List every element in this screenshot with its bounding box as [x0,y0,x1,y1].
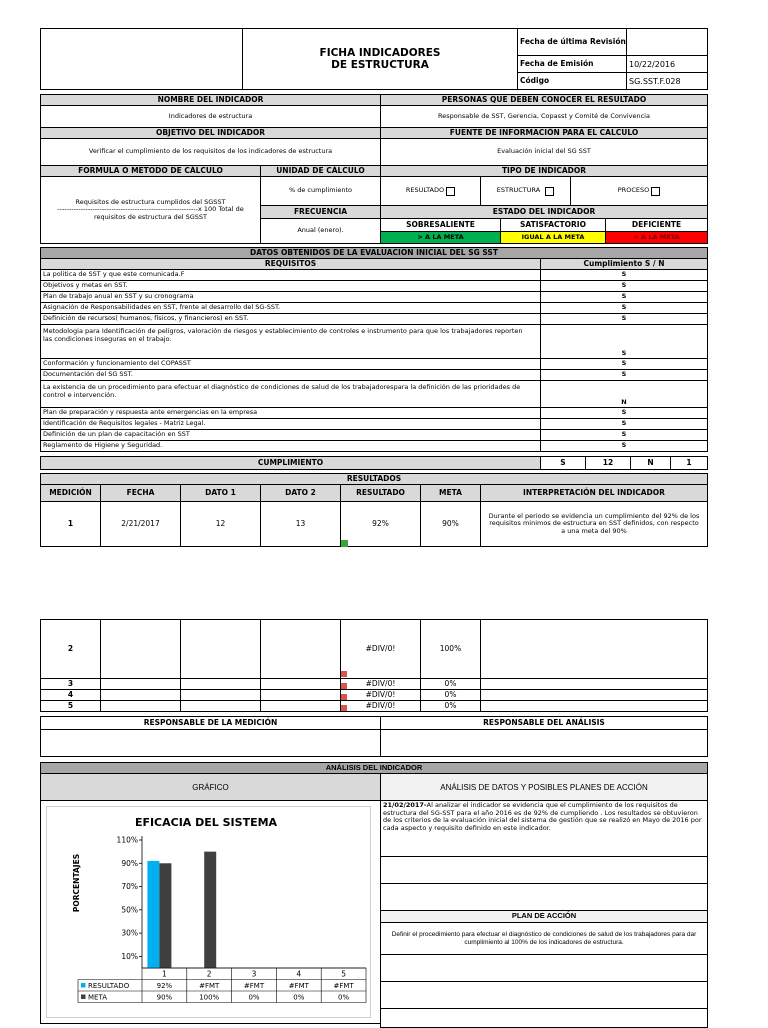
data-label: 0% [338,993,350,1002]
header-title-line2: DE ESTRUCTURA [331,59,429,71]
x-tick-label: 2 [206,969,212,979]
state-value-green: > A LA META [380,231,501,244]
row5-interpretacion [480,700,708,712]
analysis-text-cell [380,800,708,857]
data-label: #FMT [199,982,220,990]
req-row: Documentación del SG SST. [40,369,541,381]
data-label: 0% [248,993,260,1002]
state-value-red: < A LA META [605,231,708,244]
s-label: S [540,456,586,470]
state-label: ESTADO DEL INDICADOR [380,205,708,219]
col-dato1: DATO 1 [180,484,261,502]
row1-dato1: 12 [180,501,261,547]
legend-swatch-resultado [81,983,86,988]
row2-fecha [100,619,181,679]
frequency-label: FRECUENCIA [260,205,381,219]
req-row: La existencia de un procedimiento para efectuar el diagnóstico de condiciones de salud de los trabajadorespara la definición de las prioridades de control e intervención. [40,380,541,408]
row4-resultado: #DIV/0! [340,689,421,701]
state-col-deficiente: DEFICIENTE [605,218,708,232]
row3-medicion: 3 [40,678,101,690]
type-option-estructura[interactable] [480,176,571,206]
type-option-proceso[interactable] [570,176,708,206]
row5-medicion: 5 [40,700,101,712]
row5-meta: 0% [420,700,481,712]
y-tick-label: 70% [121,882,138,892]
responsible-measurement-value[interactable] [40,729,381,757]
row1-status-marker [341,540,348,547]
cumplimiento-total-label: CUMPLIMIENTO [40,456,541,470]
row3-resultado: #DIV/0! [340,678,421,690]
row5-status-marker [341,705,347,711]
y-tick-label: 90% [121,858,138,868]
s-count: 12 [585,456,631,470]
req-row: Definición de recursos( humanos, físicos, y financieros) en SST. [40,313,541,325]
col-resultado: RESULTADO [340,484,421,502]
plans-label: ANÁLISIS DE DATOS Y POSIBLES PLANES DE ACCIÓN [380,773,708,801]
req-value: S [540,440,708,452]
col-fecha: FECHA [100,484,181,502]
req-value: S [540,313,708,325]
indicator-name-label: NOMBRE DEL INDICADOR [40,94,381,106]
type-label: TIPO DE INDICADOR [380,165,708,177]
req-row: Asignación de Responsabilidades en SST, frente al desarrollo del SG-SST. [40,302,541,314]
frequency-value: Anual (enero). [260,218,381,244]
col-interpretacion: INTERPRETACIÓN DEL INDICADOR [480,484,708,502]
responsible-analysis-value[interactable] [380,729,708,757]
unit-label: UNIDAD DE CÁLCULO [260,165,381,177]
n-count: 1 [670,456,708,470]
req-value: N [540,380,708,408]
type-option-resultado[interactable] [380,176,481,206]
formula-label: FORMULA O METODO DE CÁLCULO [40,165,261,177]
analysis-title: ANÁLISIS DEL INDICADOR [40,762,708,774]
y-tick-label: 30% [121,928,138,938]
state-col-satisfactorio: SATISFACTORIO [500,218,606,232]
row2-dato2 [260,619,341,679]
row2-dato1 [180,619,261,679]
objective-label: OBJETIVO DEL INDICADOR [40,127,381,139]
req-row: Definición de un plan de capacitación en SST [40,429,541,441]
req-value: S [540,291,708,303]
code-value: SG.SST.F.028 [626,72,708,90]
y-tick-label: 110% [116,835,138,845]
data-label: 100% [199,993,220,1002]
results-title: RESULTADOS [40,473,708,485]
legend-label-meta: META [88,993,107,1002]
row3-meta: 0% [420,678,481,690]
req-value: S [540,269,708,281]
state-col-sobresaliente: SOBRESALIENTE [380,218,501,232]
source-value: Evaluación inicial del SG SST [380,138,708,166]
req-value: S [540,418,708,430]
chart-ylabel: PORCENTAJES [71,853,81,913]
data-label: 90% [156,993,173,1002]
evaluation-title: DATOS OBTENIDOS DE LA EVALUACION INICIAL DEL SG SST [40,247,708,259]
row5-resultado: #DIV/0! [340,700,421,712]
data-label: #FMT [243,982,265,990]
indicator-name-value: Indicadores de estructura [40,105,381,128]
req-row: Identificación de Requisitos legales - Matriz Legal. [40,418,541,430]
emission-date-value: 10/22/2016 [626,55,708,73]
req-row: Plan de trabajo anual en SST y su cronograma [40,291,541,303]
people-value: Responsable de SST, Gerencia, Copasst y Comité de Convivencia [380,105,708,128]
requisitos-header: REQUISITOS [40,258,541,270]
y-tick-label: 50% [121,905,138,915]
last-revision-value [626,28,708,56]
formula-line3: requisitos de estructura del SGSST [93,212,207,221]
bar-resultado-1 [147,861,159,968]
last-revision-label: Fecha de última Revisión [517,28,627,56]
emission-date-label: Fecha de Emisión [517,55,627,73]
resultado-checkbox[interactable] [446,187,455,196]
chart-title: EFICACIA DEL SISTEMA [134,815,278,829]
responsible-measurement-label: RESPONSABLE DE LA MEDICIÓN [40,716,381,730]
x-tick-label: 1 [162,969,167,979]
row2-resultado: #DIV/0! [340,619,421,679]
legend-swatch-meta [81,995,86,1000]
graph-label: GRÁFICO [40,773,381,801]
row1-medicion: 1 [40,501,101,547]
req-value: S [540,302,708,314]
type-resultado-label: RESULTADO [405,186,445,195]
analysis-blank-row-1[interactable] [380,856,708,884]
row4-meta: 0% [420,689,481,701]
source-label: FUENTE DE INFORMACIÓN PARA EL CALCULO [380,127,708,139]
row2-interpretacion [480,619,708,679]
y-tick-label: 10% [121,951,138,961]
x-tick-label: 3 [251,969,257,979]
estructura-checkbox[interactable] [545,187,554,196]
data-label: 0% [293,993,305,1002]
row1-resultado: 92% [340,501,421,547]
analysis-blank-row-2[interactable] [380,883,708,911]
analysis-text: Al analizar el indicador se evidencia que el cumplimiento de los requisitos de estructura del SG-SST para el año 2016 es de 92% de cumpliendo . Los resultados se obtuvieron de los criterios de la evaluación inicial del sistema de gestión que se realizó en Mayo de 2016 por cada aspecto y requisito definido en este indicador. [383,801,702,832]
row2-meta: 100% [420,619,481,679]
data-label: #FMT [333,982,354,990]
header-title [242,28,518,90]
people-label: PERSONAS QUE DEBEN CONOCER EL RESULTADO [380,94,708,106]
n-label: N [630,456,671,470]
bar-chart [46,806,371,1018]
row5-dato1 [180,700,261,712]
req-row: Conformación y funcionamiento del COPASST [40,358,541,370]
code-label: Código [517,72,627,90]
col-meta: META [420,484,481,502]
unit-value: % de cumplimiento [260,176,381,206]
req-value: S [540,407,708,419]
row2-status-marker [341,671,347,677]
header-title-line1: FICHA INDICADORES [319,47,441,59]
data-label: 92% [156,982,173,990]
row1-dato2: 13 [260,501,341,547]
action-blank-row-3[interactable] [380,1008,708,1028]
row5-dato2 [260,700,341,712]
state-value-yellow: IGUAL A LA META [500,231,606,244]
col-dato2: DATO 2 [260,484,341,502]
formula-line1: Requisitos de estructura cumplidos del SGSST [75,197,226,206]
col-medicion: MEDICIÓN [40,484,101,502]
row4-medicion: 4 [40,689,101,701]
action-plan-label: PLAN DE ACCIÓN [380,910,708,923]
req-row: Reglamento de Higiene y Seguridad. [40,440,541,452]
x-tick-label: 4 [296,969,302,979]
req-value: S [540,429,708,441]
x-tick-label: 5 [341,969,346,979]
req-value: S [540,280,708,292]
formula-value [40,176,261,244]
req-row: La politica de SST y que este comunicada.F [40,269,541,281]
req-value: S [540,358,708,370]
analysis-date: 21/02/2017- [383,801,427,809]
row1-interpretacion: Durante el periodo se evidencia un cumplimiento del 92% de los requisitos minimos de estructura en SST definidos, con respecto a una meta del 90% [480,501,708,547]
type-estructura-label: ESTRUCTURA [496,186,541,195]
row2-medicion: 2 [40,619,101,679]
responsible-analysis-label: RESPONSABLE DEL ANÁLISIS [380,716,708,730]
row1-fecha: 2/21/2017 [100,501,181,547]
formula-line2: ------------------------------------------------------------x 100 Total de [57,205,244,214]
req-row: Plan de preparación y respuesta ante emergencias en la empresa [40,407,541,419]
data-label: #FMT [288,982,309,990]
header-logo-cell [40,28,243,90]
legend-label-resultado: RESULTADO [88,982,130,990]
objective-value: Verificar el cumplimiento de los requisitos de los indicadores de estructura [40,138,381,166]
req-value: S [540,324,708,359]
req-value: S [540,369,708,381]
row1-meta: 90% [420,501,481,547]
cumplimiento-header: Cumplimiento S / N [540,258,708,270]
row5-fecha [100,700,181,712]
action-blank-row-1[interactable] [380,954,708,982]
type-proceso-label: PROCESO [617,186,650,195]
bar-meta-2 [204,852,216,968]
action-blank-row-2[interactable] [380,981,708,1009]
req-row: Metodologia para Identificación de peligros, valoración de riesgos y establecimiento de controles e instrumento para que los trabajadores reporten las condiciones inseguras en el trabajo. [40,324,541,359]
req-row: Objetivos y metas en SST. [40,280,541,292]
bar-meta-1 [159,863,171,968]
action-plan-text: Definir el procedimiento para efectuar el diagnóstico de condiciones de salud de los trabajadores para dar cumplimiento al 100% de los indicadores de estructura. [380,922,708,955]
proceso-checkbox[interactable] [651,187,660,196]
